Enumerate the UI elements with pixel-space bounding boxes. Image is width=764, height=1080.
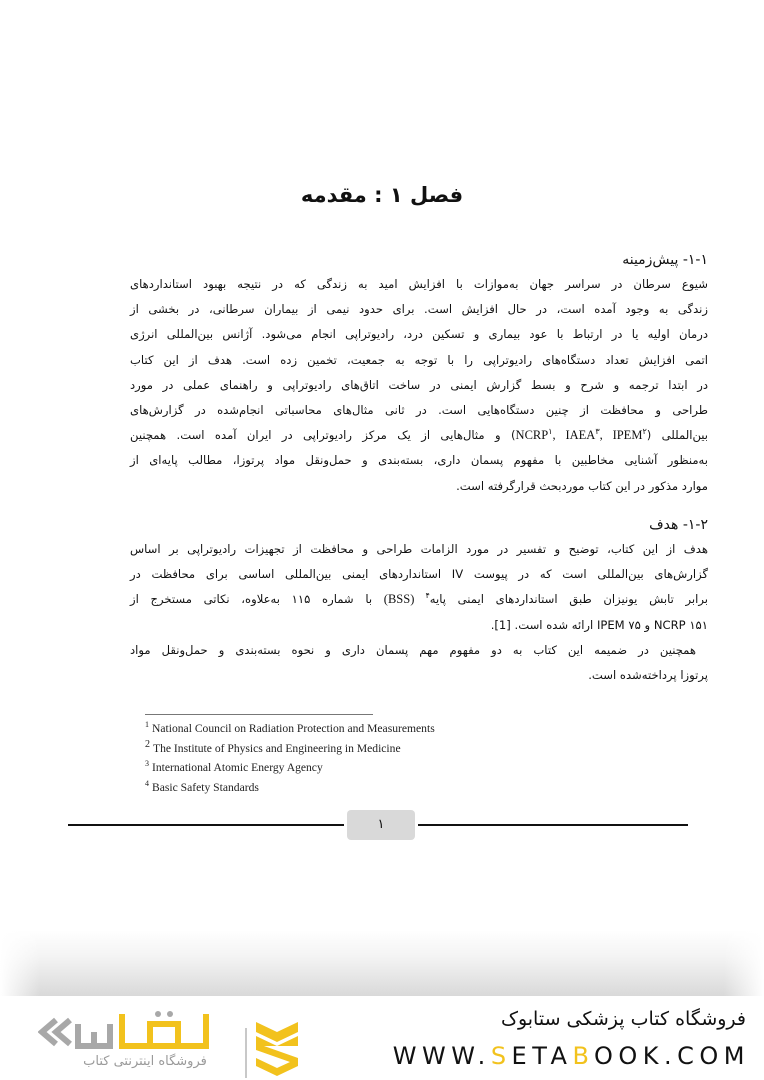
page-shadow [0, 930, 764, 996]
paragraph-appendix [130, 638, 708, 688]
page-rule-right [418, 824, 688, 826]
section-background [130, 248, 708, 499]
text-line-references: بین‌المللی (NCRP$^۱$, IAEA$^۳$, IPEM$^۲$) و مثال‌هایی از یک مرکز رادیوتراپی در ایران آمده است. همچنین [130, 427, 708, 443]
footnote-1: $^1$ National Council on Radiation Protection and Measurements [145, 720, 435, 735]
footnote-marker-1: ۱ [548, 427, 553, 437]
text-line: در ابتدا ترجمه و شرح و بسط گزارش ایمنی در ساخت اتاق‌های رادیوتراپی و راهنمای عملی در مورد [130, 377, 708, 392]
footnotes [145, 719, 545, 797]
text-line: طراحی و محافظت از چنین دستگاه‌هایی است. در ثانی مثال‌های محاسباتی انجام‌شده در گزارش‌های [130, 403, 708, 418]
paragraph-background [130, 272, 708, 499]
footnote-divider [145, 714, 373, 715]
logo-divider [245, 1028, 247, 1078]
footnote-marker-4: ۴ [425, 591, 430, 601]
logo-chevron-s-icon [256, 1022, 298, 1076]
footnote-2: $^2$ The Institute of Physics and Engineering in Medicine [145, 738, 401, 755]
text-line: هدف از این کتاب، توضیح و تفسیر در مورد الزامات طراحی و محافظت از تجهیزات رادیوتراپی بر اساس [130, 542, 708, 556]
logo-tagline: فروشگاه اینترنتی کتاب [83, 1054, 207, 1069]
page-rule-left [68, 824, 344, 826]
setabook-logo[interactable] [38, 1010, 298, 1076]
chapter-title: فصل ۱ : مقدمه [300, 183, 464, 207]
text-line: درمان اولیه یا در ارتباط با عود بیماری و تسکین درد، رادیوتراپی انجام می‌شود. آژانس بین‌المللی انرژی [130, 327, 708, 342]
text-line: شیوع سرطان در سراسر جهان به‌موازات با افزایش امید به زندگی که در نتیجه بهبود استانداردهای [130, 277, 708, 291]
text-line: به‌منظور آشنایی مخاطبین با مفهوم پسمان داری، بسته‌بندی و حمل‌ونقل مواد پرتوزا، مطالب پایه‌ای از [130, 453, 708, 468]
text-line-bss: برابر تابش یونیزان طبق استانداردهای ایمنی پایه$^۴$ (BSS) با شماره ۱۱۵ به‌علاوه، نکاتی مستخرج از [130, 591, 708, 607]
text-line: اتمی افزایش تعداد دستگاه‌های رادیوتراپی را با توجه به جمعیت، تخمین زده است. هدف از این کتاب [130, 352, 708, 367]
page-number: ۱ [347, 810, 415, 840]
footnote-4: $^4$ Basic Safety Standards [145, 778, 259, 794]
footnote-3: $^3$ International Atomic Energy Agency [145, 759, 323, 774]
logo-wordmark-icon [38, 1010, 243, 1054]
store-name: فروشگاه کتاب پزشکی ستابوک [500, 1008, 746, 1030]
text-line: گزارش‌های بین‌المللی است که در پیوست IV استانداردهای ایمنی بین‌المللی اساسی برای محافظت در [130, 567, 708, 582]
footnote-marker-2: ۲ [642, 427, 647, 437]
store-url[interactable]: WWW.SETABOOK.COM [392, 1042, 750, 1070]
page-number-bar [68, 810, 688, 840]
text-line: پرتوزا پرداخته‌شده است. [588, 668, 708, 683]
ref-ncrp: NCRP$^۱$, IAEA$^۳$, IPEM$^۲$ [515, 427, 647, 443]
section-heading-goal: ۱-۲- هدف [649, 517, 708, 533]
text-line: زندگی به وجود آمده است، در حال افزایش است. برای حدود نیمی از بیماران سرطانی، در بخشی از [130, 302, 708, 317]
text-line: موارد مذکور در این کتاب موردبحث قرارگرفته است. [456, 478, 708, 493]
text-line: همچنین در ضمیمه این کتاب به دو مفهوم مهم پسمان داری و نحوه بسته‌بندی و حمل‌ونقل مواد [130, 642, 696, 657]
section-goal [130, 513, 708, 688]
paragraph-goal [130, 537, 708, 638]
footnote-marker-3: ۳ [595, 427, 600, 437]
text-line: NCRP ۱۵۱ و IPEM ۷۵ ارائه شده است. [1]. [490, 617, 708, 632]
section-heading-background: ۱-۱- پیش‌زمینه [622, 252, 708, 268]
